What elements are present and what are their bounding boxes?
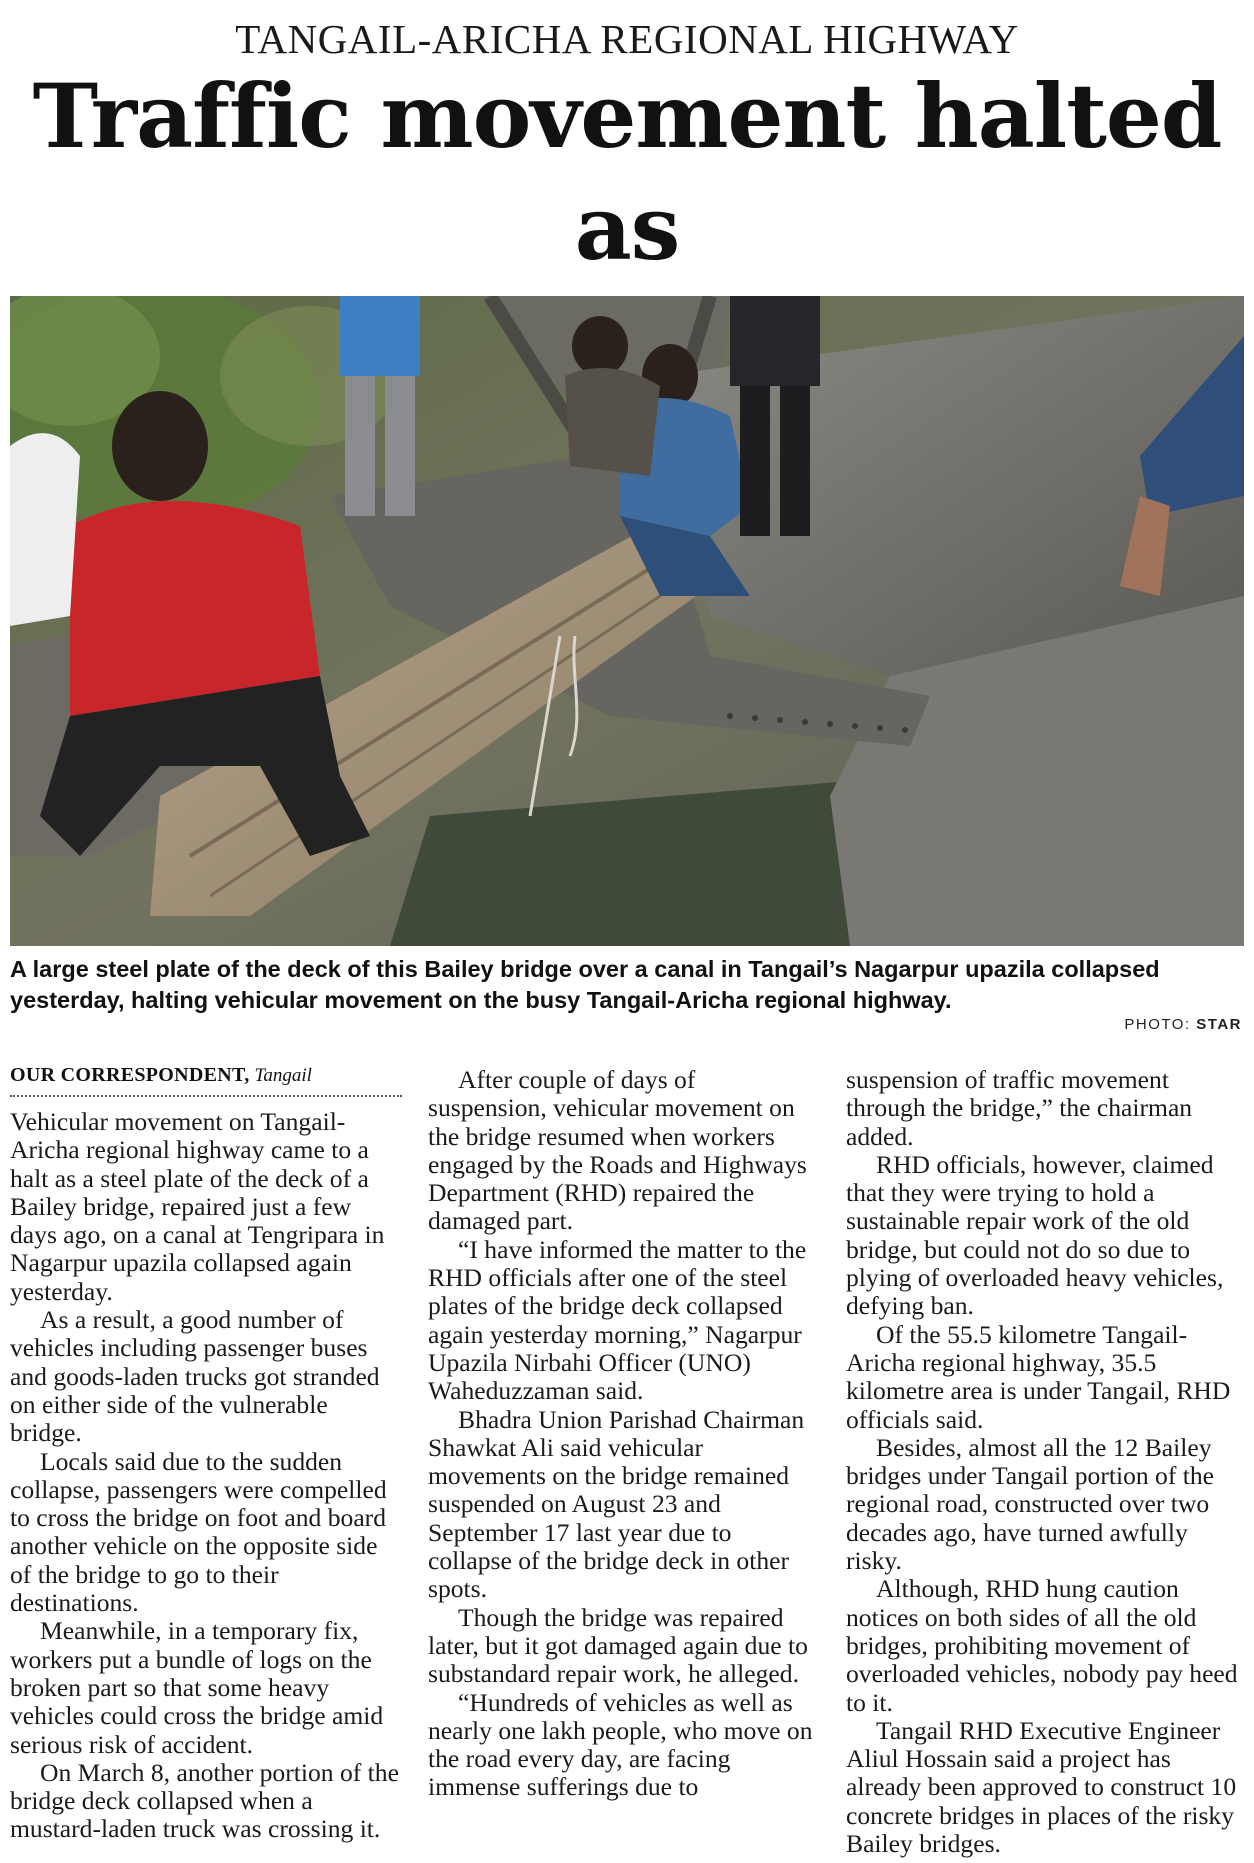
photo-credit-label: PHOTO:: [1124, 1016, 1191, 1033]
photo-credit: [1124, 1016, 1242, 1033]
paragraph: Although, RHD hung caution notices on both sides of all the old bridges, prohibiting movement of overloaded vehicles, nobody pay heed to it.: [846, 1574, 1238, 1717]
paragraph: Meanwhile, in a temporary fix, workers put a bundle of logs on the broken part so that some heavy vehicles could cross the bridge amid serious risk of accident.: [10, 1616, 384, 1759]
paragraph: “Hundreds of vehicles as well as nearly one lakh people, who move on the road every day, are facing immense sufferings due to: [428, 1687, 813, 1802]
news-photo: [10, 296, 1244, 946]
byline: [10, 1064, 402, 1097]
byline-name: OUR CORRESPONDENT,: [10, 1064, 250, 1086]
paragraph: Locals said due to the sudden collapse, passengers were compelled to cross the bridge on foot and board another vehicle on the opposite side of the bridge to go to their destinations.: [10, 1446, 387, 1618]
paragraph: Though the bridge was repaired later, but it got damaged again due to substandard repair work, he alleged.: [428, 1602, 808, 1689]
paragraph: Bhadra Union Parishad Chairman Shawkat Ali said vehicular movements on the bridge remained suspended on August 23 and September 17 last year due to collapse of the bridge deck in other spots.: [428, 1404, 805, 1604]
paragraph: On March 8, another portion of the bridge deck collapsed when a mustard-laden truck was crossing it.: [10, 1757, 399, 1844]
paragraph: After couple of days of suspension, vehicular movement on the bridge resumed when workers engaged by the Roads and Highways Department (RHD) repaired the damaged part.: [428, 1065, 807, 1236]
paragraph: “I have informed the matter to the RHD officials after one of the steel plates of the bridge deck collapsed again yesterday morning,” Nagarpur Upazila Nirbahi Officer (UNO) Waheduzzaman said.: [428, 1234, 807, 1406]
paragraph: Tangail RHD Executive Engineer Aliul Hossain said a project has already been approved to construct 10 concrete bridges in places of the risky Bailey bridges.: [846, 1715, 1237, 1859]
headline-line-1: Traffic movement halted as: [32, 64, 1222, 280]
paragraph: As a result, a good number of vehicles including passenger buses and goods-laden trucks got stranded on either side of the vulnerable bridge.: [10, 1305, 380, 1448]
section-kicker: TANGAIL-ARICHA REGIONAL HIGHWAY: [235, 16, 1019, 62]
article-column-1: [10, 1108, 402, 1844]
bridge-photo-illustration: [10, 296, 1244, 946]
article-column-3: [846, 1066, 1238, 1858]
article-column-2: [428, 1066, 820, 1802]
photo-credit-source: STAR: [1196, 1016, 1242, 1033]
photo-caption: A large steel plate of the deck of this Bailey bridge over a canal in Tangail’s Nagarpur upazila collapsed yesterday, halting vehicular movement on the busy Tangail-Aricha regional highway.: [10, 956, 1160, 1013]
paragraph: Besides, almost all the 12 Bailey bridges under Tangail portion of the regional road, constructed over two decades ago, have turned awfully risky.: [846, 1432, 1215, 1576]
paragraph: Vehicular movement on Tangail-Aricha regional highway came to a halt as a steel plate of the deck of a Bailey bridge, repaired just a few days ago, on a canal at Tengripara in Nagarpur upazila collapsed again yesterday.: [10, 1107, 385, 1306]
byline-location: Tangail: [254, 1065, 312, 1086]
paragraph: Of the 55.5 kilometre Tangail-Aricha regional highway, 35.5 kilometre area is under Tangail, RHD officials said.: [846, 1319, 1231, 1434]
paragraph: RHD officials, however, claimed that they were trying to hold a sustainable repair work of the old bridge, but could not do so due to plying of overloaded heavy vehicles, defying ban.: [846, 1149, 1224, 1321]
paragraph: suspension of traffic movement through the bridge,” the chairman added.: [846, 1065, 1193, 1151]
